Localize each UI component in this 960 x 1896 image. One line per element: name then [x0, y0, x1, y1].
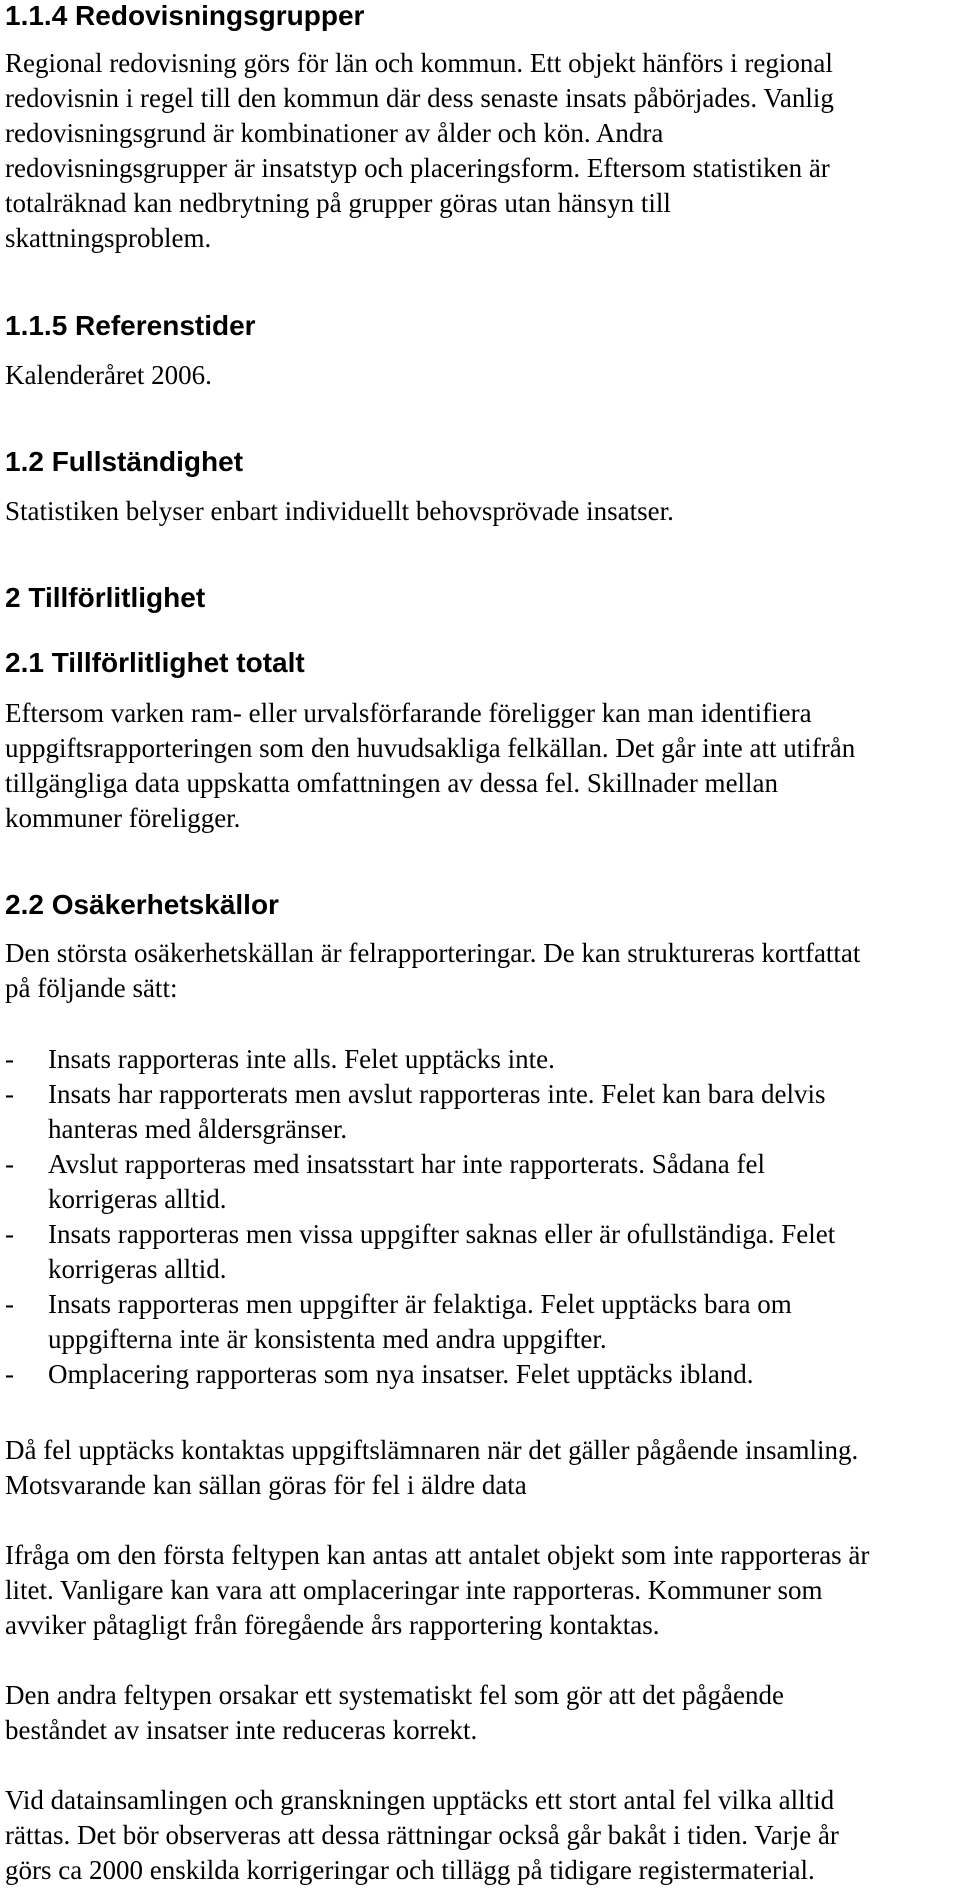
- list-item: [5, 1217, 955, 1287]
- text-line: kommuner föreligger.: [5, 803, 241, 833]
- list-item-text: Omplacering rapporteras som nya insatser. Felet upptäcks ibland.: [48, 1359, 754, 1389]
- heading-tillforlitlighet: 2 Tillförlitlighet: [5, 582, 206, 613]
- text-line: på följande sätt:: [5, 973, 178, 1003]
- list-item-text: Insats rapporteras men uppgifter är felaktiga. Felet upptäcks bara om: [48, 1289, 792, 1319]
- dash-bullet: -: [5, 1079, 14, 1109]
- list-item-text: korrigeras alltid.: [48, 1254, 227, 1284]
- error-type-list: [5, 1042, 955, 1392]
- text-line: Statistiken belyser enbart individuellt behovsprövade insatser.: [5, 496, 674, 526]
- text-line: skattningsproblem.: [5, 223, 212, 253]
- text-line: tillgängliga data uppskatta omfattningen av dessa fel. Skillnader mellan: [5, 768, 779, 798]
- text-line: Ifråga om den första feltypen kan antas att antalet objekt som inte rapporteras är: [5, 1540, 870, 1570]
- dash-bullet: -: [5, 1359, 14, 1389]
- heading-referenstider: 1.1.5 Referenstider: [5, 310, 256, 341]
- heading-redovisningsgrupper: 1.1.4 Redovisningsgrupper: [5, 0, 365, 31]
- text-line: uppgiftsrapporteringen som den huvudsakliga felkällan. Det går inte att utifrån: [5, 733, 856, 763]
- list-item-text: Insats rapporteras inte alls. Felet upptäcks inte.: [48, 1044, 555, 1074]
- text-line: Kalenderåret 2006.: [5, 360, 212, 390]
- heading-tillforlitlighet-totalt: 2.1 Tillförlitlighet totalt: [5, 647, 305, 678]
- list-item-text: Avslut rapporteras med insatsstart har inte rapporterats. Sådana fel: [48, 1149, 766, 1179]
- list-item-text: hanteras med åldersgränser.: [48, 1114, 348, 1144]
- heading-fullstandighet: 1.2 Fullständighet: [5, 446, 244, 477]
- text-line: redovisningsgrupper är insatstyp och placeringsform. Eftersom statistiken är: [5, 153, 830, 183]
- list-item-text: korrigeras alltid.: [48, 1184, 227, 1214]
- text-line: Den största osäkerhetskällan är felrapporteringar. De kan struktureras kortfattat: [5, 938, 861, 968]
- heading-osakerhetskallor: 2.2 Osäkerhetskällor: [5, 889, 279, 920]
- text-line: Motsvarande kan sällan göras för fel i äldre data: [5, 1470, 527, 1500]
- text-line: litet. Vanligare kan vara att omplaceringar inte rapporteras. Kommuner som: [5, 1575, 823, 1605]
- text-line: görs ca 2000 enskilda korrigeringar och tillägg på tidigare registermaterial.: [5, 1855, 815, 1885]
- list-item: [5, 1147, 955, 1217]
- dash-bullet: -: [5, 1044, 14, 1074]
- text-line: rättas. Det bör observeras att dessa rättningar också går bakåt i tiden. Varje år: [5, 1820, 839, 1850]
- list-item: [5, 1287, 955, 1357]
- dash-bullet: -: [5, 1149, 14, 1179]
- text-line: Eftersom varken ram- eller urvalsförfarande föreligger kan man identifiera: [5, 698, 812, 728]
- list-item: [5, 1042, 955, 1077]
- text-line: redovisningsgrund är kombinationer av ålder och kön. Andra: [5, 118, 664, 148]
- text-line: totalräknad kan nedbrytning på grupper göras utan hänsyn till: [5, 188, 671, 218]
- text-line: avviker påtagligt från föregående års rapportering kontaktas.: [5, 1610, 660, 1640]
- text-line: Den andra feltypen orsakar ett systematiskt fel som gör att det pågående: [5, 1680, 784, 1710]
- list-item: [5, 1077, 955, 1147]
- text-line: beståndet av insatser inte reduceras korrekt.: [5, 1715, 478, 1745]
- list-item-text: Insats rapporteras men vissa uppgifter saknas eller är ofullständiga. Felet: [48, 1219, 836, 1249]
- text-line: Då fel upptäcks kontaktas uppgiftslämnaren när det gäller pågående insamling.: [5, 1435, 859, 1465]
- text-line: Vid datainsamlingen och granskningen upptäcks ett stort antal fel vilka alltid: [5, 1785, 835, 1815]
- list-item: [5, 1357, 955, 1392]
- text-line: redovisnin i regel till den kommun där dess senaste insats påbörjades. Vanlig: [5, 83, 834, 113]
- dash-bullet: -: [5, 1219, 14, 1249]
- dash-bullet: -: [5, 1289, 14, 1319]
- list-item-text: uppgifterna inte är konsistenta med andra uppgifter.: [48, 1324, 607, 1354]
- list-item-text: Insats har rapporterats men avslut rapporteras inte. Felet kan bara delvis: [48, 1079, 826, 1109]
- text-line: Regional redovisning görs för län och kommun. Ett objekt hänförs i regional: [5, 48, 833, 78]
